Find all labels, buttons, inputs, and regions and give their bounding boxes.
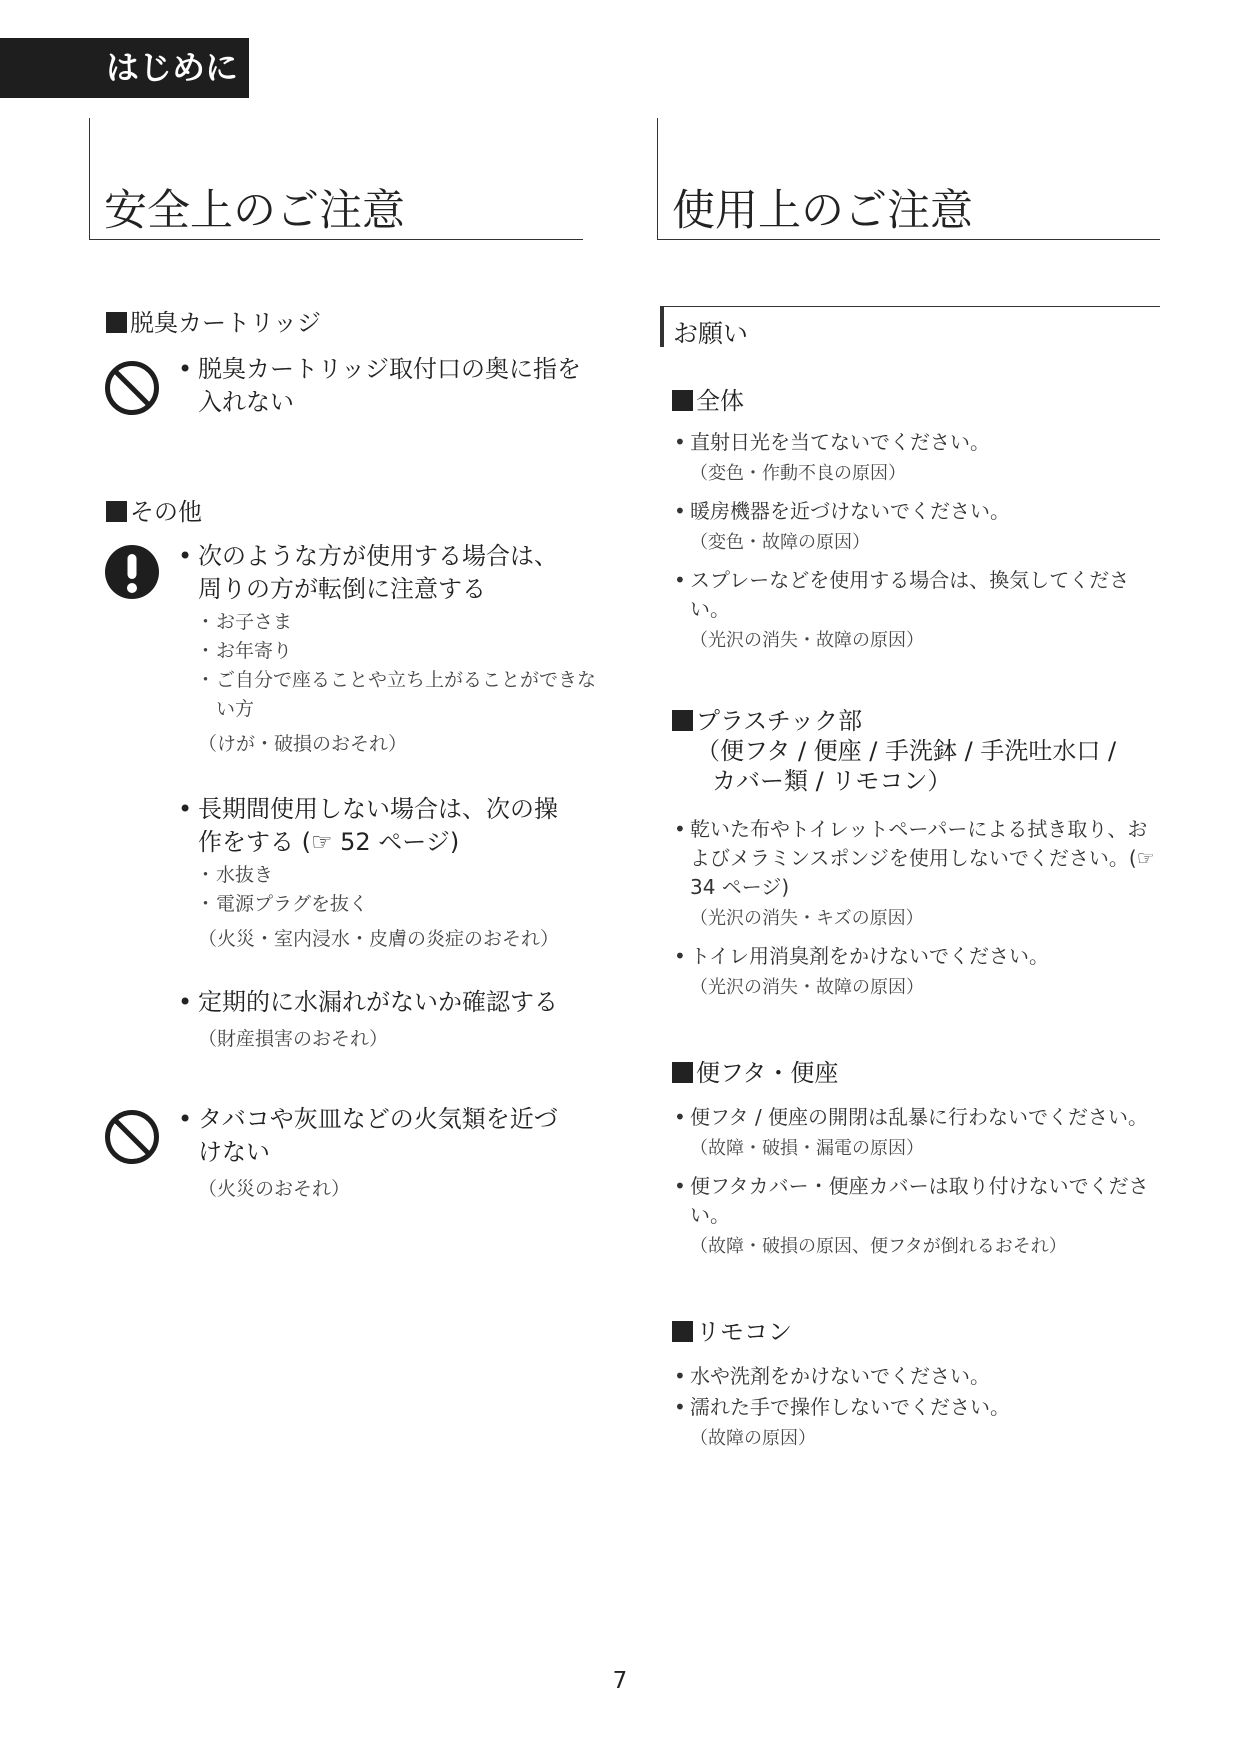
request-label: お願い xyxy=(673,319,749,348)
note-list xyxy=(672,1362,1160,1462)
square-bullet-icon xyxy=(672,390,693,411)
square-bullet-icon xyxy=(106,501,127,522)
left-column-header xyxy=(89,118,583,240)
section-heading-general: 全体 xyxy=(672,381,744,416)
sub-list xyxy=(176,861,596,919)
warning-item xyxy=(176,793,596,954)
reason-text: （火災のおそれ） xyxy=(198,1178,351,1200)
reason-text: （財産損害のおそれ） xyxy=(198,1028,389,1050)
note-list xyxy=(672,815,1160,1011)
page-number: 7 xyxy=(612,1668,628,1694)
reason-text: （光沢の消失・故障の原因） xyxy=(690,977,924,998)
sub-list-item: ・ ご自分で座ることや立ち上がることができない方 xyxy=(198,666,596,724)
note-list xyxy=(672,428,1160,664)
square-bullet-icon xyxy=(672,710,693,731)
page-title-usage: 使用上のご注意 xyxy=(672,186,973,236)
reason-text: （火災・室内浸水・皮膚の炎症のおそれ） xyxy=(198,928,560,950)
warning-text: • タバコや灰皿などの火気類を近づ けない xyxy=(176,1103,596,1169)
reason-text: （けが・破損のおそれ） xyxy=(198,733,408,755)
mandatory-exclamation-icon xyxy=(104,544,160,600)
warning-text: • 脱臭カートリッジ取付口の奥に指を 入れない xyxy=(176,353,596,419)
request-subheader xyxy=(660,306,1160,351)
prohibition-icon xyxy=(104,1109,160,1165)
reason-text: （変色・故障の原因） xyxy=(690,532,870,553)
section-heading-other: その他 xyxy=(106,492,202,527)
section-heading-lid-seat: 便フタ・便座 xyxy=(672,1053,838,1088)
note-item: • 濡れた手で操作しないでください。 （故障の原因） xyxy=(672,1393,1160,1452)
square-bullet-icon xyxy=(672,1321,693,1342)
prohibition-icon xyxy=(104,360,160,416)
warning-text: • 次のような方が使用する場合は、 周りの方が転倒に注意する xyxy=(176,540,596,606)
warning-text: • 長期間使用しない場合は、次の操 作をする (☞ 52 ページ) xyxy=(176,793,596,859)
note-item: • 直射日光を当てないでください。 （変色・作動不良の原因） xyxy=(672,428,1160,487)
square-bullet-icon xyxy=(106,312,127,333)
warning-text: • 定期的に水漏れがないか確認する xyxy=(176,986,596,1019)
warning-item xyxy=(176,1103,596,1204)
page-title-safety: 安全上のご注意 xyxy=(104,186,405,236)
reason-text: （光沢の消失・故障の原因） xyxy=(690,630,924,651)
sub-list-item: ・ お子さま xyxy=(198,608,596,637)
reason-text: （故障の原因） xyxy=(690,1428,816,1449)
chapter-tab: はじめに xyxy=(0,38,249,98)
section-heading-plastic: プラスチック部 （便フタ / 便座 / 手洗鉢 / 手洗吐水口 / カバー類 / リモコン） xyxy=(672,706,1116,796)
note-list xyxy=(672,1103,1160,1270)
note-item: • スプレーなどを使用する場合は、換気してください。 （光沢の消失・故障の原因） xyxy=(672,566,1160,654)
reason-text: （変色・作動不良の原因） xyxy=(690,463,906,484)
section-heading-remote: リモコン xyxy=(672,1312,792,1347)
warning-item xyxy=(176,540,596,759)
square-bullet-icon xyxy=(672,1062,693,1083)
warning-item xyxy=(176,986,596,1054)
section-heading-deodorizer: 脱臭カートリッジ xyxy=(106,303,321,338)
note-item: • 乾いた布やトイレットペーパーによる拭き取り、およびメラミンスポンジを使用しないでください。(☞ 34 ページ) （光沢の消失・キズの原因） xyxy=(672,815,1160,932)
sub-list xyxy=(176,608,596,724)
note-item: • 便フタ / 便座の開閉は乱暴に行わないでください。 （故障・破損・漏電の原因） xyxy=(672,1103,1160,1162)
note-item: • 便フタカバー・便座カバーは取り付けないでください。 （故障・破損の原因、便フタが倒れるおそれ） xyxy=(672,1172,1160,1260)
reason-text: （光沢の消失・キズの原因） xyxy=(690,908,924,929)
warning-item xyxy=(176,353,596,419)
note-item: • 水や洗剤をかけないでください。 xyxy=(672,1362,1160,1391)
subheader-bar xyxy=(660,307,664,347)
right-column-header xyxy=(657,118,1160,240)
reason-text: （故障・破損の原因、便フタが倒れるおそれ） xyxy=(690,1236,1067,1257)
reason-text: （故障・破損・漏電の原因） xyxy=(690,1138,924,1159)
sub-list-item: ・ 電源プラグを抜く xyxy=(198,890,596,919)
note-item: • トイレ用消臭剤をかけないでください。 （光沢の消失・故障の原因） xyxy=(672,942,1160,1001)
sub-list-item: ・ 水抜き xyxy=(198,861,596,890)
note-item: • 暖房機器を近づけないでください。 （変色・故障の原因） xyxy=(672,497,1160,556)
sub-list-item: ・ お年寄り xyxy=(198,637,596,666)
